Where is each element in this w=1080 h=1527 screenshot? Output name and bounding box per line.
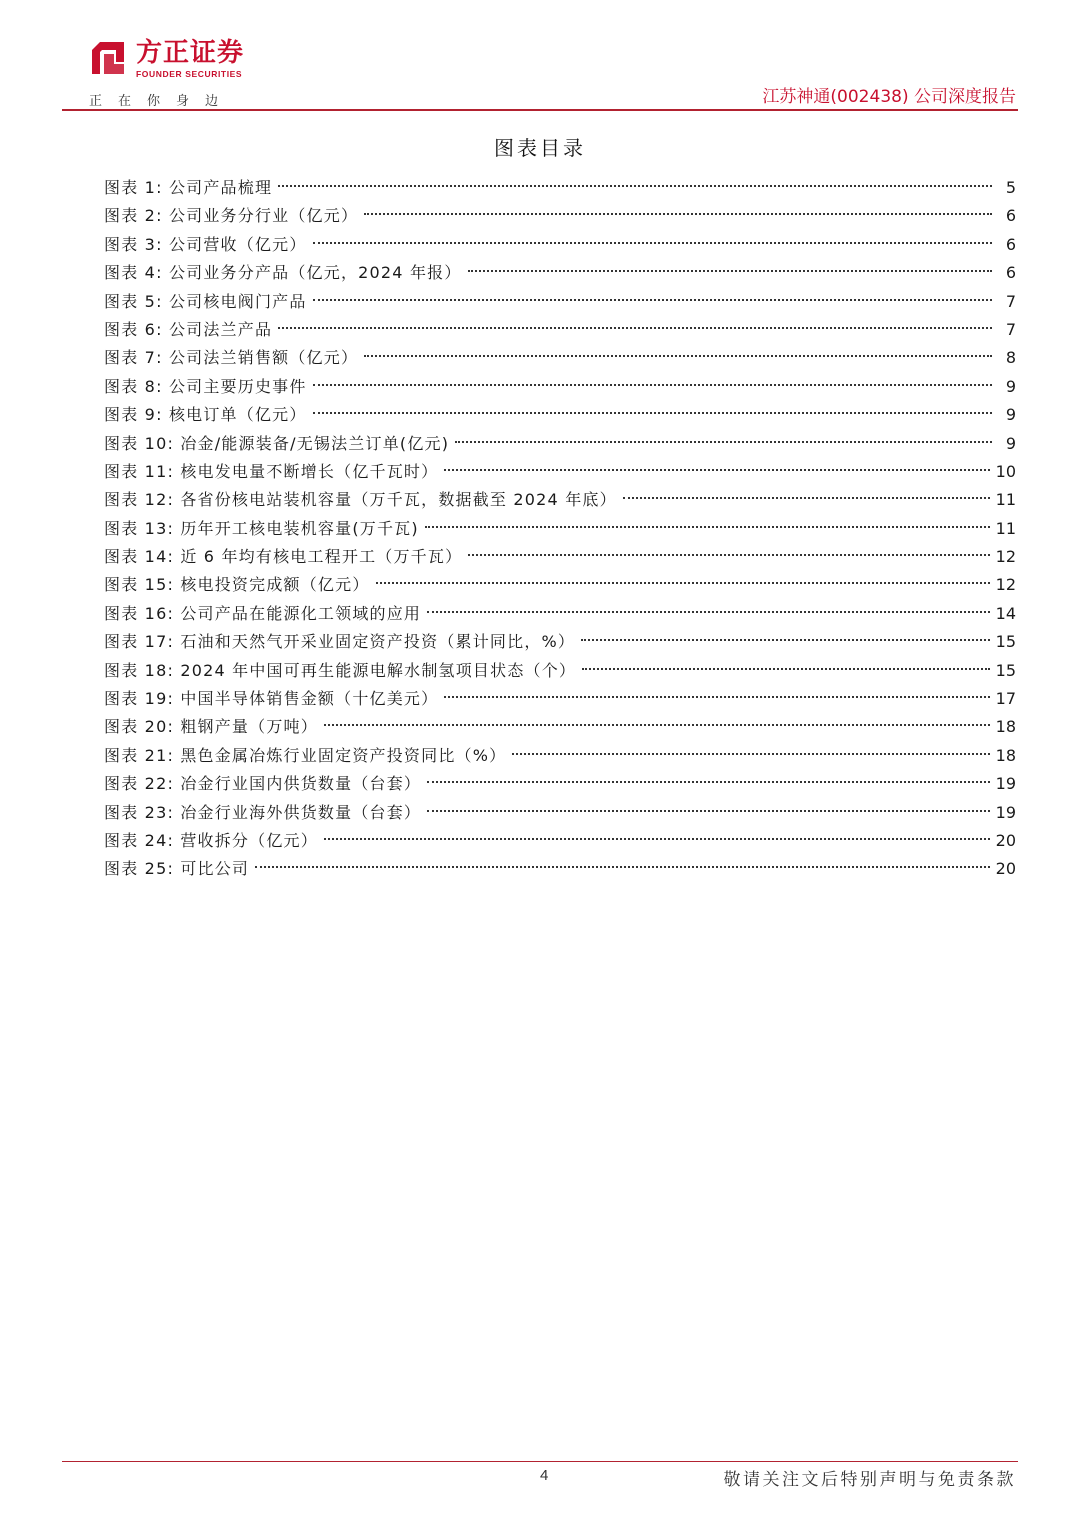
toc-item-label: 图表 13: 历年开工核电装机容量(万千瓦)	[104, 518, 419, 538]
brand	[136, 38, 244, 80]
toc-item[interactable]	[104, 259, 1016, 287]
toc-item[interactable]	[104, 202, 1016, 230]
figure-toc-list	[104, 174, 1016, 884]
toc-leader-dots	[425, 526, 990, 528]
toc-item-label: 图表 22: 冶金行业国内供货数量（台套）	[104, 774, 422, 794]
toc-item-page: 15	[995, 632, 1016, 652]
page-number: 4	[540, 1467, 549, 1484]
toc-item-page: 11	[995, 518, 1016, 538]
toc-item-label: 图表 4: 公司业务分产品（亿元，2024 年报）	[104, 263, 462, 283]
toc-item-label: 图表 20: 粗钢产量（万吨）	[104, 717, 318, 737]
toc-leader-dots	[313, 299, 992, 301]
toc-item-label: 图表 5: 公司核电阀门产品	[104, 291, 307, 311]
toc-item[interactable]	[104, 430, 1016, 458]
toc-item-page: 14	[995, 603, 1016, 623]
toc-item-page: 5	[1005, 178, 1016, 197]
toc-item-page: 6	[1005, 263, 1016, 283]
toc-leader-dots	[468, 554, 989, 556]
toc-item-label: 图表 9: 核电订单（亿元）	[104, 405, 307, 425]
toc-item[interactable]	[104, 855, 1016, 883]
toc-item-page: 12	[995, 575, 1016, 595]
toc-item-page: 6	[1005, 234, 1016, 254]
toc-item-label: 图表 14: 近 6 年均有核电工程开工（万千瓦）	[104, 547, 463, 567]
toc-leader-dots	[324, 724, 990, 726]
toc-item-label: 图表 1: 公司产品梳理	[104, 178, 273, 197]
page-title: 图表目录	[494, 136, 586, 160]
toc-item-label: 图表 3: 公司营收（亿元）	[104, 234, 307, 254]
toc-item-page: 7	[1005, 319, 1016, 339]
toc-item-page: 17	[995, 689, 1016, 709]
toc-item[interactable]	[104, 288, 1016, 316]
toc-item[interactable]	[104, 628, 1016, 656]
toc-item[interactable]	[104, 458, 1016, 486]
toc-leader-dots	[468, 270, 992, 272]
toc-leader-dots	[427, 810, 990, 812]
toc-leader-dots	[444, 696, 989, 698]
toc-item[interactable]	[104, 799, 1016, 827]
toc-item[interactable]	[104, 827, 1016, 855]
toc-item-label: 图表 8: 公司主要历史事件	[104, 376, 307, 396]
toc-item[interactable]	[104, 486, 1016, 514]
toc-item[interactable]	[104, 742, 1016, 770]
toc-item-page: 20	[995, 859, 1016, 879]
toc-item[interactable]	[104, 657, 1016, 685]
toc-item-label: 图表 19: 中国半导体销售金额（十亿美元）	[104, 689, 439, 709]
toc-item-label: 图表 12: 各省份核电站装机容量（万千瓦，数据截至 2024 年底）	[104, 490, 617, 510]
toc-leader-dots	[313, 412, 992, 414]
toc-item-label: 图表 7: 公司法兰销售额（亿元）	[104, 348, 359, 368]
toc-item[interactable]	[104, 600, 1016, 628]
founder-logo-icon	[88, 38, 128, 78]
toc-item[interactable]	[104, 543, 1016, 571]
toc-item-label: 图表 24: 营收拆分（亿元）	[104, 830, 318, 850]
toc-item-page: 15	[995, 660, 1016, 680]
toc-item-page: 8	[1005, 348, 1016, 368]
toc-item-page: 9	[1005, 433, 1016, 453]
toc-item-label: 图表 11: 核电发电量不断增长（亿千瓦时）	[104, 461, 439, 481]
toc-item-label: 图表 21: 黑色金属冶炼行业固定资产投资同比（%）	[104, 745, 507, 765]
header-divider	[62, 109, 1018, 111]
toc-item[interactable]	[104, 401, 1016, 429]
toc-item-page: 9	[1005, 376, 1016, 396]
toc-item[interactable]	[104, 713, 1016, 741]
toc-item-label: 图表 6: 公司法兰产品	[104, 319, 273, 339]
toc-leader-dots	[364, 213, 992, 215]
toc-leader-dots	[255, 866, 990, 868]
toc-item-label: 图表 2: 公司业务分行业（亿元）	[104, 206, 359, 226]
toc-item-page: 7	[1005, 291, 1016, 311]
toc-leader-dots	[313, 384, 992, 386]
toc-item[interactable]	[104, 770, 1016, 798]
toc-item[interactable]	[104, 685, 1016, 713]
toc-leader-dots	[278, 185, 992, 187]
toc-item-page: 10	[995, 461, 1016, 481]
toc-item-page: 19	[995, 802, 1016, 822]
toc-item-label: 图表 15: 核电投资完成额（亿元）	[104, 575, 370, 595]
toc-item-label: 图表 23: 冶金行业海外供货数量（台套）	[104, 802, 422, 822]
toc-item[interactable]	[104, 571, 1016, 599]
toc-item-label: 图表 16: 公司产品在能源化工领域的应用	[104, 603, 422, 623]
toc-item[interactable]	[104, 344, 1016, 372]
toc-item-page: 18	[995, 717, 1016, 737]
toc-item-label: 图表 18: 2024 年中国可再生能源电解水制氢项目状态（个）	[104, 660, 577, 680]
toc-leader-dots	[512, 753, 989, 755]
toc-item-page: 18	[995, 745, 1016, 765]
brand-name-en: FOUNDER SECURITIES	[136, 69, 243, 79]
report-title: 江苏神通(002438) 公司深度报告	[762, 87, 1016, 107]
toc-leader-dots	[623, 497, 990, 499]
toc-leader-dots	[313, 242, 992, 244]
toc-leader-dots	[278, 327, 992, 329]
toc-leader-dots	[376, 582, 990, 584]
toc-item[interactable]	[104, 373, 1016, 401]
toc-leader-dots	[427, 781, 990, 783]
toc-item-page: 6	[1005, 206, 1016, 226]
toc-item[interactable]	[104, 316, 1016, 344]
toc-item-page: 20	[995, 830, 1016, 850]
toc-leader-dots	[364, 355, 992, 357]
toc-leader-dots	[455, 441, 992, 443]
toc-leader-dots	[444, 469, 989, 471]
toc-item-label: 图表 17: 石油和天然气开采业固定资产投资（累计同比，%）	[104, 632, 576, 652]
toc-leader-dots	[427, 611, 990, 613]
toc-item-label: 图表 25: 可比公司	[104, 859, 250, 879]
toc-leader-dots	[324, 838, 990, 840]
toc-item-page: 11	[995, 490, 1016, 510]
disclaimer-link[interactable]: 敬请关注文后特别声明与免责条款	[723, 1470, 1016, 1490]
slogan: 正在你身边	[89, 94, 235, 109]
toc-leader-dots	[582, 668, 990, 670]
toc-item-label: 图表 10: 冶金/能源装备/无锡法兰订单(亿元)	[104, 433, 450, 453]
toc-item-page: 19	[995, 774, 1016, 794]
toc-leader-dots	[581, 639, 990, 641]
brand-name-cn: 方正证券	[136, 38, 245, 68]
toc-item[interactable]	[104, 231, 1016, 259]
toc-item[interactable]	[104, 174, 1016, 202]
toc-item-page: 9	[1005, 405, 1016, 425]
toc-item[interactable]	[104, 515, 1016, 543]
toc-item-page: 12	[995, 547, 1016, 567]
footer-divider	[62, 1461, 1018, 1462]
